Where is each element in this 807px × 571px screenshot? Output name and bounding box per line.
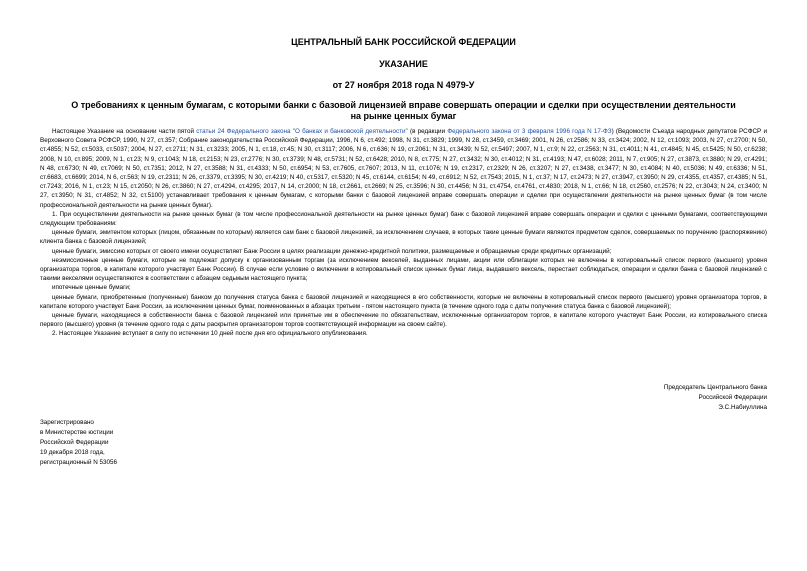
federal-law-link[interactable]: Федерального закона от 3 февраля 1996 года N 17-ФЗ — [447, 128, 612, 135]
preamble-paragraph — [40, 127, 767, 210]
registration-date: 19 декабря 2018 года, — [40, 449, 105, 456]
paragraph-1-item-4: ипотечные ценные бумаги; — [52, 284, 131, 292]
registration-line-1: Зарегистрировано — [40, 419, 94, 426]
registration-number: регистрационный N 53056 — [40, 459, 118, 466]
organization-name: ЦЕНТРАЛЬНЫЙ БАНК РОССИЙСКОЙ ФЕДЕРАЦИИ — [291, 37, 516, 47]
signature-position: Председатель Центрального банка — [663, 384, 767, 391]
preamble-mid: (в редакции — [407, 128, 448, 135]
paragraph-1-item-2: ценные бумаги, эмиссию которых от своего имени осуществляет Банк России в целях реализации денежно-кредитной политики, размещаемые и обращаемые среди кредитных организаций; — [52, 247, 612, 255]
document-type: УКАЗАНИЕ — [379, 59, 428, 69]
paragraph-1-item-6: ценные бумаги, находящиеся в собственности банка с базовой лицензией или принятые им в обеспечение по обязательствам, исключенные организатором торгов, в капитале которого участвует Банк России, из котировального списка первого (высшего) уровня (в течение одного года с даты раскрытия организатором торгов соответствующей информации на своем сайте). — [40, 312, 767, 329]
signature-org: Российской Федерации — [698, 394, 767, 401]
registration-line-2: в Министерстве юстиции — [40, 429, 114, 436]
signature-block — [664, 383, 767, 413]
preamble-rest: ) (Ведомости Съезда народных депутатов РСФСР и Верховного Совета РСФСР, 1990, N 27, ст.357; Собрание законодательства Российской Федерации, 1996, N 6, ст.492; 1998, N 31, ст.3829; 1999, N 28, ст.3459, ст.3469; 2001, N 26, ст.2586; N 33, ст.3424; 2002, N 12, ст.1093; 2003, N 27, ст.2700; N 50, ст.4855; N 52, ст.5033, ст.5037; 2004, N 27, ст.2711; N 31, ст.3233; 2005, N 1, ст.18, ст.45; N 30, ст.3117; 2006, N 6, ст.636; N 19, ст.2061; N 31, ст.3439; N 52, ст.5497; 2007, N 1, ст.9; N 22, ст.2563; N 31, ст.4011; N 41, ст.4845; N 45, ст.5425; N 50, ст.6238; 2008, N 10, ст.895; 2009, N 1, ст.23; N 9, ст.1043; N 18, ст.2153; N 23, ст.2776; N 30, ст.3739; N 48, ст.5731; N 52, ст.6428; 2010, N 8, ст.775; N 27, ст.3432; N 30, ст.4012; N 31, ст.4193; N 47, ст.6028; 2011, N 7, ст.905; N 27, ст.3873, ст.3880; N 29, ст.4291; N 48, ст.6730; N 49, ст.7069; N 50, ст.7351; 2012, N 27, ст.3588; N 31, ст.4333; N 50, ст.6954; N 53, ст.7605, ст.7607; 2013, N 11, ст.1076; N 19, ст.2317, ст.2329; N 26, ст.3207; N 27, ст.3438, ст.3477; N 30, ст.4084; N 40, ст.5036; N 49, ст.6336; N 51, ст.6683, ст.6699; 2014, N 6, ст.563; N 19, ст.2311; N 26, ст.3379, ст.3395; N 30, ст.4219; N 40, ст.5317, ст.5320; N 45, ст.6144, ст.6154; N 49, ст.6912; N 52, ст.7543; 2015, N 1, ст.37; N 17, ст.2473; N 27, ст.3947, ст.3950; N 29, ст.4355, ст.4357, ст.4385; N 51, ст.7243; 2016, N 1, ст.23; N 15, ст.2050; N 26, ст.3860; N 27, ст.4294, ст.4295; 2017, N 14, ст.2000; N 18, ст.2661, ст.2669; N 25, ст.3596; N 30, ст.4456; N 31, ст.4754, ст.4761, ст.4830; 2018, N 1, ст.66; N 18, ст.2560, ст.2576; N 22, ст.3043; N 24, ст.3400; N 27, ст.3950; N 31, ст.4852; N 32, ст.5100) устанавливает требования к ценным бумагам, с которыми банки с базовой лицензией вправе совершать операции и сделки при осуществлении деятельности на рынке ценных бумаг (в том числе профессиональной деятельности на рынке ценных бумаг). — [40, 128, 767, 209]
preamble-intro: Настоящее Указание на основании части пятой — [52, 128, 197, 135]
signature-name: Э.С.Набиуллина — [718, 404, 767, 411]
paragraph-1: 1. При осуществлении деятельности на рынке ценных бумаг (в том числе профессиональной деятельности на рынке ценных бумаг) банк с базовой лицензией вправе совершать операции и сделки с ценными бумагами, соответствующими следующим требованиям: — [40, 210, 767, 228]
registration-block — [40, 418, 117, 468]
paragraph-1-item-3: неэмиссионные ценные бумаги, которые не подлежат допуску к организованным торгам (за исключением векселей, выданных лицами, акции или облигации которых не включены в котировальный список первого (высшего) уровня организатора торгов, в капитале которого участвует Банк России). В случае если условие о включении в котировальный список ценных бумаг лица, выдавшего вексель, перестает соблюдаться, операции и сделки банка с базовой лицензией с такими векселями осуществляются в соответствии с абзацем седьмым настоящего пункта; — [40, 256, 767, 283]
document-date-number: от 27 ноября 2018 года N 4979-У — [332, 80, 475, 90]
paragraph-2: 2. Настоящее Указание вступает в силу по истечении 10 дней после дня его официального опубликования. — [52, 330, 368, 338]
document-title: О требованиях к ценным бумагам, с которыми банки с базовой лицензией вправе совершать операции и сделки при осуществлении деятельности на рынке ценных бумаг — [71, 100, 736, 121]
document-body — [40, 127, 767, 339]
paragraph-1-item-5: ценные бумаги, приобретенные (полученные) банком до получения статуса банка с базовой лицензией и находящиеся в его собственности, которые не включены в котировальный список первого (высшего) уровня организатора торгов, в капитале которого участвует Банк России, за исключением ценных бумаг, поименованных в абзацах третьем - пятом настоящего пункта (в течение одного года с даты получения статуса банка с базовой лицензией); — [40, 293, 767, 310]
law-article-link[interactable]: статьи 24 Федерального закона "О банках и банковской деятельности" — [196, 128, 408, 135]
registration-line-3: Российской Федерации — [40, 439, 109, 446]
paragraph-1-item-1: ценные бумаги, эмитентом которых (лицом, обязанным по которым) является сам банк с базовой лицензией, за исключением случаев, в которых такие ценные бумаги являются предметом сделок, совершаемых по поручению (распоряжению) клиента банка с базовой лицензией; — [40, 229, 767, 246]
